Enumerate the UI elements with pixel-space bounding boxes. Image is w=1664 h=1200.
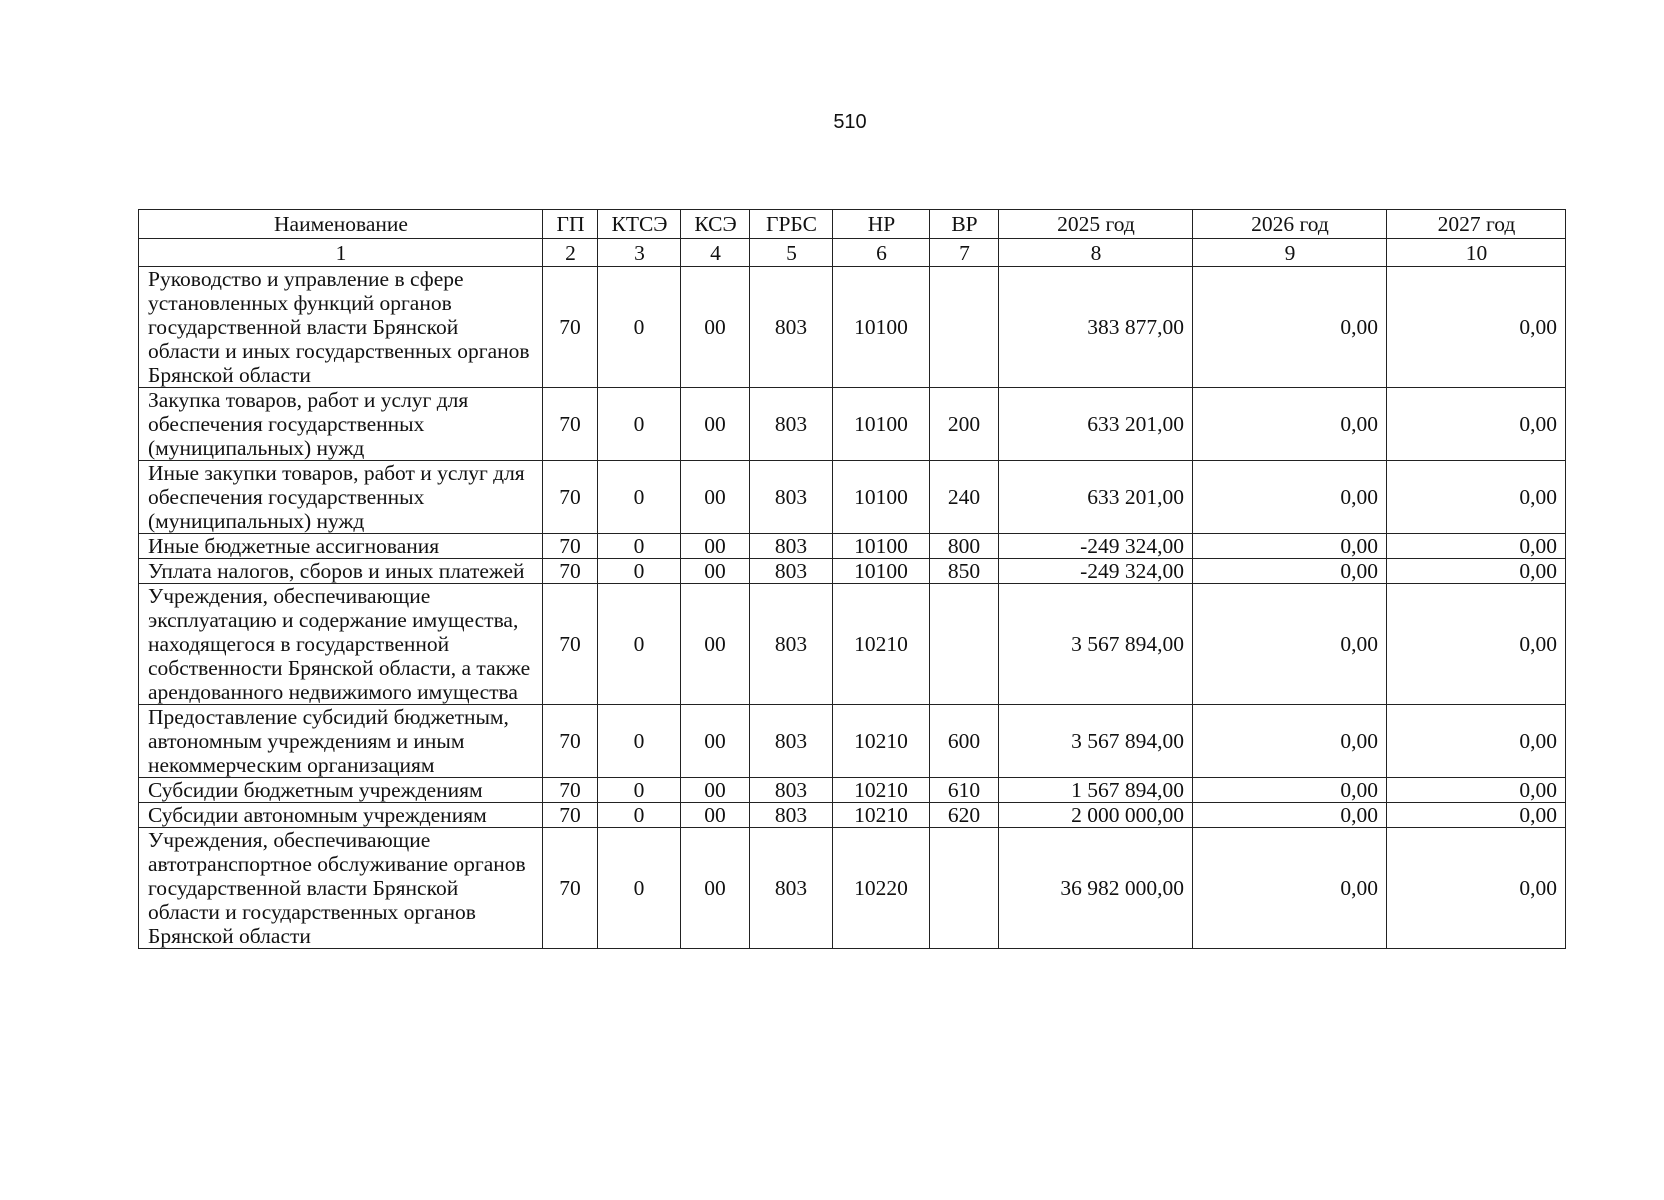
header-cell: 2025 год <box>999 210 1193 239</box>
cell-vr: 240 <box>930 461 999 534</box>
cell-2026: 0,00 <box>1193 705 1387 778</box>
header-cell: ГП <box>543 210 598 239</box>
cell-kse: 00 <box>681 803 750 828</box>
cell-2025: -249 324,00 <box>999 559 1193 584</box>
cell-gp: 70 <box>543 778 598 803</box>
cell-2026: 0,00 <box>1193 461 1387 534</box>
row-name: Учреждения, обеспечивающие эксплуатацию и содержание имущества, находящегося в государственной собственности Брянской области, а также арендованного недвижимого имущества <box>139 584 543 705</box>
cell-vr <box>930 267 999 388</box>
header-cell: ГРБС <box>750 210 833 239</box>
cell-nr: 10100 <box>833 388 930 461</box>
cell-2027: 0,00 <box>1387 828 1566 949</box>
cell-2027: 0,00 <box>1387 559 1566 584</box>
cell-grbs: 803 <box>750 828 833 949</box>
cell-vr <box>930 584 999 705</box>
column-number-row <box>139 239 1566 267</box>
cell-2025: 1 567 894,00 <box>999 778 1193 803</box>
cell-2027: 0,00 <box>1387 705 1566 778</box>
header-cell: ВР <box>930 210 999 239</box>
cell-kse: 00 <box>681 534 750 559</box>
cell-2026: 0,00 <box>1193 778 1387 803</box>
cell-grbs: 803 <box>750 778 833 803</box>
row-name: Уплата налогов, сборов и иных платежей <box>139 559 543 584</box>
cell-2027: 0,00 <box>1387 534 1566 559</box>
column-number: 1 <box>139 239 543 267</box>
cell-2026: 0,00 <box>1193 559 1387 584</box>
cell-2026: 0,00 <box>1193 388 1387 461</box>
table-row <box>139 584 1566 705</box>
cell-gp: 70 <box>543 828 598 949</box>
column-number: 7 <box>930 239 999 267</box>
cell-gp: 70 <box>543 461 598 534</box>
cell-vr: 620 <box>930 803 999 828</box>
cell-ktse: 0 <box>598 267 681 388</box>
column-number: 10 <box>1387 239 1566 267</box>
cell-2026: 0,00 <box>1193 828 1387 949</box>
cell-2027: 0,00 <box>1387 267 1566 388</box>
cell-2025: 2 000 000,00 <box>999 803 1193 828</box>
cell-2025: 36 982 000,00 <box>999 828 1193 949</box>
table-row <box>139 705 1566 778</box>
row-name: Руководство и управление в сфере установленных функций органов государственной власти Брянской области и иных государственных органов Брянской области <box>139 267 543 388</box>
cell-2026: 0,00 <box>1193 803 1387 828</box>
cell-2027: 0,00 <box>1387 461 1566 534</box>
page-number: 510 <box>833 111 867 133</box>
cell-ktse: 0 <box>598 828 681 949</box>
table-row <box>139 267 1566 388</box>
table-row <box>139 778 1566 803</box>
cell-ktse: 0 <box>598 388 681 461</box>
cell-kse: 00 <box>681 778 750 803</box>
cell-ktse: 0 <box>598 559 681 584</box>
column-number: 4 <box>681 239 750 267</box>
cell-nr: 10100 <box>833 559 930 584</box>
cell-kse: 00 <box>681 828 750 949</box>
header-cell: 2027 год <box>1387 210 1566 239</box>
cell-2027: 0,00 <box>1387 803 1566 828</box>
cell-2026: 0,00 <box>1193 534 1387 559</box>
cell-vr: 200 <box>930 388 999 461</box>
cell-kse: 00 <box>681 559 750 584</box>
cell-nr: 10210 <box>833 803 930 828</box>
cell-gp: 70 <box>543 388 598 461</box>
cell-grbs: 803 <box>750 803 833 828</box>
cell-nr: 10100 <box>833 461 930 534</box>
row-name: Иные закупки товаров, работ и услуг для обеспечения государственных (муниципальных) нужд <box>139 461 543 534</box>
cell-grbs: 803 <box>750 584 833 705</box>
cell-ktse: 0 <box>598 584 681 705</box>
cell-grbs: 803 <box>750 559 833 584</box>
column-number: 2 <box>543 239 598 267</box>
table-row <box>139 828 1566 949</box>
header-cell: Наименование <box>139 210 543 239</box>
cell-2025: 633 201,00 <box>999 461 1193 534</box>
cell-vr: 610 <box>930 778 999 803</box>
row-name: Предоставление субсидий бюджетным, автономным учреждениям и иным некоммерческим организациям <box>139 705 543 778</box>
cell-2025: 383 877,00 <box>999 267 1193 388</box>
cell-2025: 633 201,00 <box>999 388 1193 461</box>
cell-vr: 600 <box>930 705 999 778</box>
cell-ktse: 0 <box>598 461 681 534</box>
column-number: 5 <box>750 239 833 267</box>
cell-grbs: 803 <box>750 267 833 388</box>
cell-kse: 00 <box>681 584 750 705</box>
cell-vr: 800 <box>930 534 999 559</box>
cell-nr: 10210 <box>833 778 930 803</box>
column-number: 8 <box>999 239 1193 267</box>
cell-nr: 10210 <box>833 705 930 778</box>
cell-grbs: 803 <box>750 705 833 778</box>
row-name: Иные бюджетные ассигнования <box>139 534 543 559</box>
header-row <box>139 210 1566 239</box>
cell-grbs: 803 <box>750 534 833 559</box>
cell-grbs: 803 <box>750 388 833 461</box>
cell-gp: 70 <box>543 584 598 705</box>
cell-ktse: 0 <box>598 705 681 778</box>
cell-2025: -249 324,00 <box>999 534 1193 559</box>
header-cell: НР <box>833 210 930 239</box>
budget-table <box>138 209 1566 949</box>
cell-nr: 10210 <box>833 584 930 705</box>
cell-kse: 00 <box>681 388 750 461</box>
column-number: 6 <box>833 239 930 267</box>
cell-gp: 70 <box>543 534 598 559</box>
cell-2027: 0,00 <box>1387 584 1566 705</box>
cell-nr: 10220 <box>833 828 930 949</box>
cell-nr: 10100 <box>833 534 930 559</box>
table-row <box>139 388 1566 461</box>
cell-kse: 00 <box>681 705 750 778</box>
cell-grbs: 803 <box>750 461 833 534</box>
cell-2027: 0,00 <box>1387 778 1566 803</box>
cell-2026: 0,00 <box>1193 584 1387 705</box>
cell-ktse: 0 <box>598 534 681 559</box>
table-row <box>139 534 1566 559</box>
table-row <box>139 461 1566 534</box>
row-name: Закупка товаров, работ и услуг для обеспечения государственных (муниципальных) нужд <box>139 388 543 461</box>
column-number: 3 <box>598 239 681 267</box>
cell-kse: 00 <box>681 461 750 534</box>
row-name: Субсидии бюджетным учреждениям <box>139 778 543 803</box>
cell-gp: 70 <box>543 267 598 388</box>
header-cell: 2026 год <box>1193 210 1387 239</box>
cell-vr <box>930 828 999 949</box>
cell-ktse: 0 <box>598 803 681 828</box>
cell-2027: 0,00 <box>1387 388 1566 461</box>
cell-gp: 70 <box>543 803 598 828</box>
table-row <box>139 803 1566 828</box>
cell-kse: 00 <box>681 267 750 388</box>
row-name: Учреждения, обеспечивающие автотранспортное обслуживание органов государственной власти Брянской области и государственных органов Брянской области <box>139 828 543 949</box>
cell-2025: 3 567 894,00 <box>999 705 1193 778</box>
column-number: 9 <box>1193 239 1387 267</box>
cell-vr: 850 <box>930 559 999 584</box>
cell-ktse: 0 <box>598 778 681 803</box>
cell-gp: 70 <box>543 705 598 778</box>
cell-gp: 70 <box>543 559 598 584</box>
header-cell: КТСЭ <box>598 210 681 239</box>
row-name: Субсидии автономным учреждениям <box>139 803 543 828</box>
header-cell: КСЭ <box>681 210 750 239</box>
cell-nr: 10100 <box>833 267 930 388</box>
cell-2025: 3 567 894,00 <box>999 584 1193 705</box>
table-row <box>139 559 1566 584</box>
cell-2026: 0,00 <box>1193 267 1387 388</box>
